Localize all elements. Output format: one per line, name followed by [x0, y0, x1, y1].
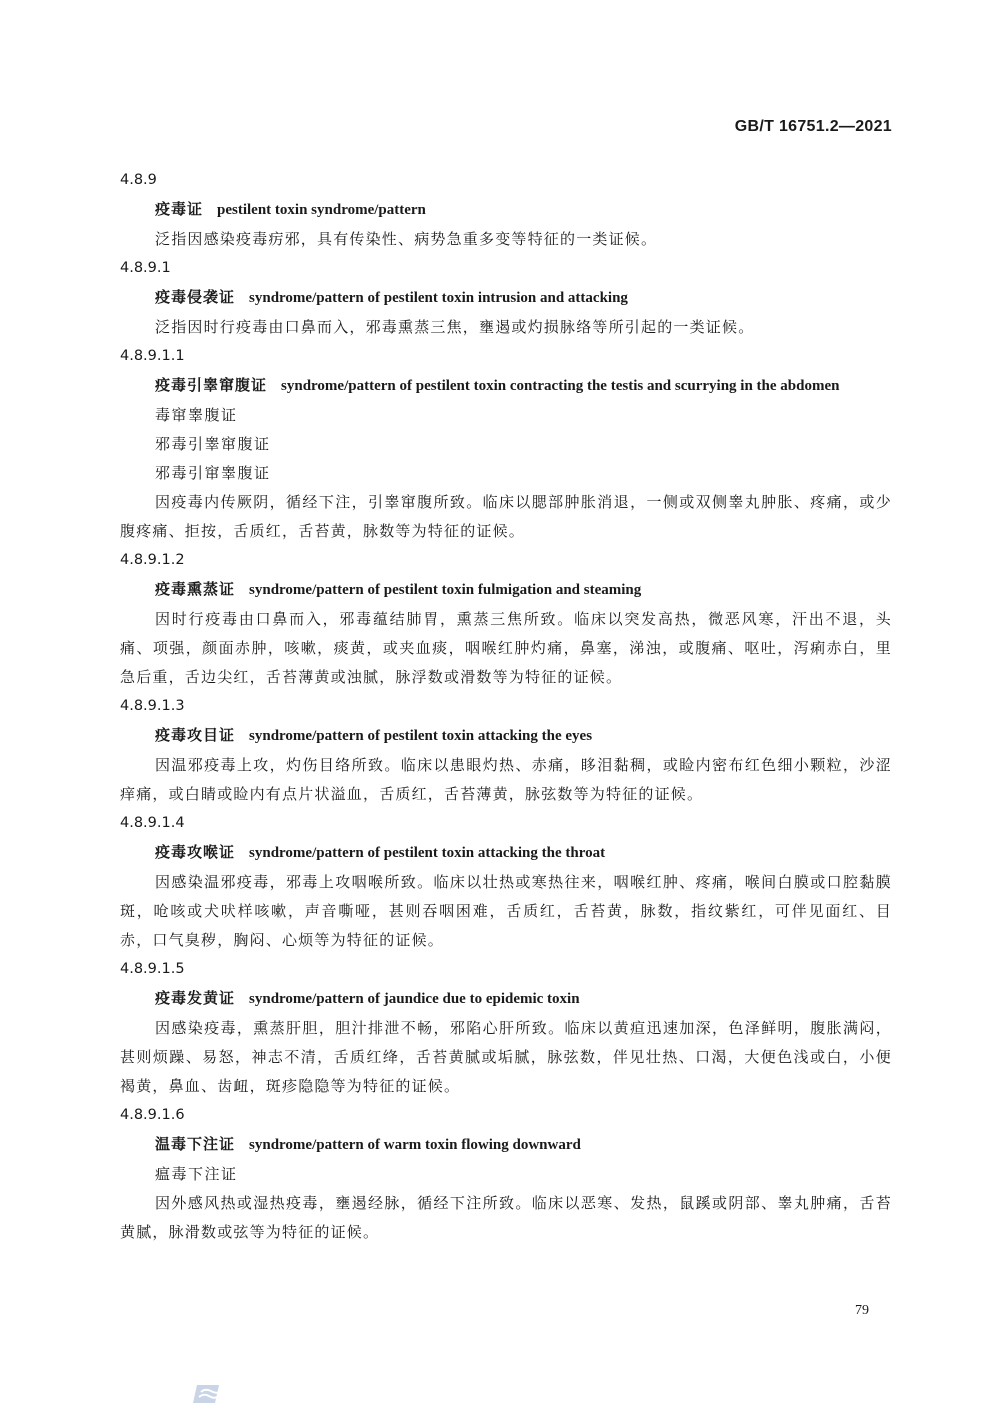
- term-entry: [120, 166, 892, 254]
- sac-logo-icon: [193, 1383, 223, 1405]
- term-english: syndrome/pattern of pestilent toxin attacking the throat: [249, 845, 606, 861]
- term-heading: [120, 371, 892, 401]
- term-definition: 因感染疫毒，熏蒸肝胆，胆汁排泄不畅，邪陷心肝所致。临床以黄疸迅速加深，色泽鲜明，腹胀满闷，甚则烦躁、易怒，神志不清，舌质红绛，舌苔黄腻或垢腻，脉弦数，伴见壮热、口渴，大便色浅或白，小便褐黄，鼻血、齿衄，斑疹隐隐等为特征的证候。: [120, 1019, 892, 1095]
- term-chinese: 疫毒侵袭证: [155, 288, 236, 306]
- term-chinese: 疫毒引睾窜腹证: [155, 376, 268, 394]
- term-definition: 因时行疫毒由口鼻而入，邪毒蕴结肺胃，熏蒸三焦所致。临床以突发高热，微恶风寒，汗出不退，头痛、项强，颜面赤肿，咳嗽，痰黄，或夹血痰，咽喉红肿灼痛，鼻塞，涕浊，或腹痛、呕吐，泻痢赤白，里急后重，舌边尖红，舌苔薄黄或浊腻，脉浮数或滑数等为特征的证候。: [120, 610, 892, 686]
- term-synonym: 瘟毒下注证: [155, 1165, 238, 1183]
- term-heading: [120, 195, 892, 225]
- term-heading: [120, 575, 892, 605]
- term-heading: [120, 283, 892, 313]
- term-english: syndrome/pattern of pestilent toxin attacking the eyes: [249, 728, 593, 744]
- term-english: syndrome/pattern of pestilent toxin fulmigation and steaming: [249, 582, 642, 598]
- term-chinese: 疫毒证: [155, 200, 204, 218]
- term-synonym: 邪毒引睾窜腹证: [155, 435, 271, 453]
- document-body: [120, 166, 892, 1247]
- term-entry: [120, 955, 892, 1101]
- term-entry: [120, 1101, 892, 1247]
- section-number: 4.8.9.1.1: [120, 348, 185, 364]
- term-heading: [120, 1130, 892, 1160]
- standard-code: GB/T 16751.2—2021: [734, 118, 892, 135]
- term-chinese: 疫毒熏蒸证: [155, 580, 236, 598]
- term-entry: [120, 546, 892, 692]
- section-number: 4.8.9.1.2: [120, 552, 185, 568]
- section-number: 4.8.9.1.6: [120, 1107, 185, 1123]
- term-definition: 因温邪疫毒上攻，灼伤目络所致。临床以患眼灼热、赤痛，眵泪黏稠，或睑内密布红色细小颗粒，沙涩痒痛，或白睛或睑内有点片状溢血，舌质红，舌苔薄黄，脉弦数等为特征的证候。: [120, 756, 892, 803]
- term-english: syndrome/pattern of pestilent toxin contracting the testis and scurrying in the abdomen: [281, 378, 840, 394]
- section-number: 4.8.9.1.4: [120, 815, 185, 831]
- term-english: pestilent toxin syndrome/pattern: [217, 202, 426, 218]
- term-chinese: 温毒下注证: [155, 1135, 236, 1153]
- term-chinese: 疫毒攻目证: [155, 726, 236, 744]
- term-heading: [120, 838, 892, 868]
- term-english: syndrome/pattern of pestilent toxin intrusion and attacking: [249, 290, 628, 306]
- term-definition: 泛指因时行疫毒由口鼻而入，邪毒熏蒸三焦，壅遏或灼损脉络等所引起的一类证候。: [155, 318, 755, 336]
- term-english: syndrome/pattern of warm toxin flowing downward: [249, 1137, 581, 1153]
- page-number: 79: [855, 1303, 869, 1318]
- term-chinese: 疫毒发黄证: [155, 989, 236, 1007]
- term-entry: [120, 342, 892, 546]
- term-definition: 因疫毒内传厥阴，循经下注，引睾窜腹所致。临床以腮部肿胀消退，一侧或双侧睾丸肿胀、疼痛，或少腹疼痛、拒按，舌质红，舌苔黄，脉数等为特征的证候。: [120, 493, 892, 540]
- term-entry: [120, 809, 892, 955]
- section-number: 4.8.9.1.5: [120, 961, 185, 977]
- term-entry: [120, 692, 892, 809]
- section-number: 4.8.9.1: [120, 260, 171, 276]
- term-entry: [120, 254, 892, 342]
- term-chinese: 疫毒攻喉证: [155, 843, 236, 861]
- term-synonym: 邪毒引窜睾腹证: [155, 464, 271, 482]
- term-definition: 因感染温邪疫毒，邪毒上攻咽喉所致。临床以壮热或寒热往来，咽喉红肿、疼痛，喉间白膜或口腔黏膜斑，呛咳或犬吠样咳嗽，声音嘶哑，甚则吞咽困难，舌质红，舌苔黄，脉数，指纹紫红，可伴见面红、目赤，口气臭秽，胸闷、心烦等为特征的证候。: [120, 873, 892, 949]
- term-synonym: 毒窜睾腹证: [155, 406, 238, 424]
- term-heading: [120, 721, 892, 751]
- term-heading: [120, 984, 892, 1014]
- section-number: 4.8.9.1.3: [120, 698, 185, 714]
- term-definition: 泛指因感染疫毒疠邪，具有传染性、病势急重多变等特征的一类证候。: [155, 230, 658, 248]
- section-number: 4.8.9: [120, 172, 157, 188]
- term-english: syndrome/pattern of jaundice due to epidemic toxin: [249, 991, 580, 1007]
- term-definition: 因外感风热或湿热疫毒，壅遏经脉，循经下注所致。临床以恶寒、发热，鼠蹊或阴部、睾丸肿痛，舌苔黄腻，脉滑数或弦等为特征的证候。: [120, 1194, 892, 1241]
